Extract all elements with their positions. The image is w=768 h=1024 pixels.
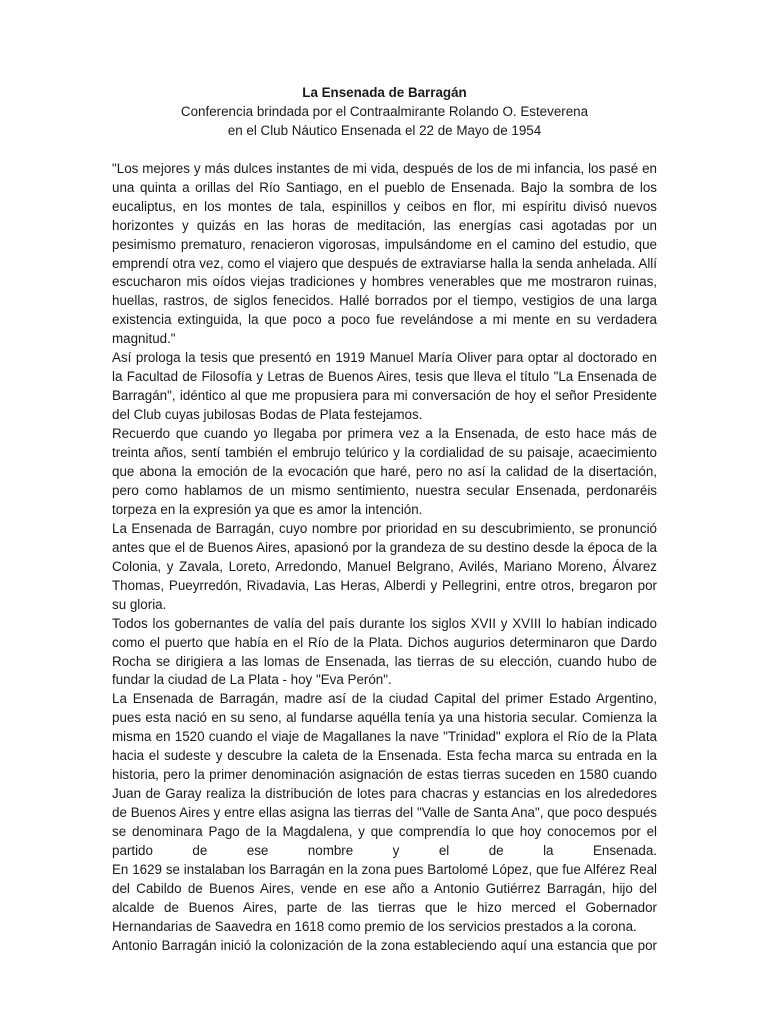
paragraph-name-origin: La Ensenada de Barragán, cuyo nombre por prioridad en su descubrimiento, se pronunció antes que el de Buenos Aires, apasionó por la grandeza de su destino desde la época de la Colonia, y Zavala, Loreto, Arredondo, Manuel Belgrano, Avilés, Mariano Moreno, Álvarez Thomas, Pueyrredón, Rivadavia, Las Heras, Alberdi y Pellegrini, entre otros, bregaron por su gloria. (112, 520, 657, 612)
paragraph-governors: Todos los gobernantes de valía del país durante los siglos XVII y XVIII lo habían indicado como el puerto que había en el Río de la Plata. Dichos augurios determinaron que Dardo Rocha se dirigiera a las lomas de Ensenada, las tierras de su elección, cuando hubo de fundar la ciudad de La Plata - hoy "Eva Perón". (112, 615, 657, 688)
paragraph-history: La Ensenada de Barragán, madre así de la ciudad Capital del primer Estado Argentino, pues esta nació en su seno, al fundarse aquélla tenía ya una historia secular. Comienza la misma en 1520 cuando el viaje de Magallanes la nave "Trinidad" explora el Río de la Plata hacia el sudeste y descubre la caleta de la Ensenada. Esta fecha marca su entrada en la historia, pero la primer denominación asignación de estas tierras suceden en 1580 cuando Juan de Garay realiza la distribución de lotes para chacras y estancias en los alrededores de Buenos Aires y entre ellas asigna las tierras del "Valle de Santa Ana", que poco después se denominara Pago de la Magdalena, y que comprendía lo que hoy conocemos por el partido de ese nombre y el de la Ensenada. (112, 691, 657, 859)
paragraph-1629: En 1629 se instalaban los Barragán en la zona pues Bartolomé López, que fue Alférez Real del Cabildo de Buenos Aires, vende en ese año a Antonio Gutiérrez Barragán, hijo del alcalde de Buenos Aires, parte de las tierras que le hizo merced el Gobernador Hernandarias de Saavedra en 1618 como premio de los servicios prestados a la corona. (112, 862, 657, 934)
document-subtitle-line-1: Conferencia brindada por el Contraalmirante Rolando O. Esteverena (180, 103, 589, 119)
document-body (112, 160, 657, 956)
paragraph-quote: "Los mejores y más dulces instantes de mi vida, después de los de mi infancia, los pasé en una quinta a orillas del Río Santiago, en el pueblo de Ensenada. Bajo la sombra de los eucaliptus, en los montes de tala, espinillos y ceibos en flor, mi espíritu divisó nuevos horizontes y quizás en las horas de meditación, las energías casi agotadas por un pesimismo prematuro, renacieron vigorosas, impulsándome en el camino del estudio, que emprendí otra vez, como el viajero que después de extraviarse halla la senda anhelada. Allí escucharon mis oídos viejas tradiciones y hombres venerables que me mostraron ruinas, huellas, rastros, de siglos fenecidos. Hallé borrados por el tiempo, vestigios de una larga existencia extinguida, la que poco a poco fue revelándose a mi mente en su verdadera magnitud." (112, 160, 657, 347)
paragraph-colonization: Antonio Barragán inició la colonización de la zona estableciendo aquí una estancia que por (112, 937, 657, 953)
document-header (112, 84, 657, 141)
document-title: La Ensenada de Barragán (302, 85, 467, 100)
document-subtitle-line-2: en el Club Náutico Ensenada el 22 de Mayo de 1954 (227, 122, 542, 138)
paragraph-thesis: Así prologa la tesis que presentó en 1919 Manuel María Oliver para optar al doctorado en la Facultad de Filosofía y Letras de Buenos Aires, tesis que lleva el título "La Ensenada de Barragán", idéntico al que me propusiera para mi conversación de hoy el señor Presidente del Club cuyas jubilosas Bodas de Plata festejamos. (112, 350, 657, 423)
document-page (112, 84, 657, 956)
paragraph-memory: Recuerdo que cuando yo llegaba por primera vez a la Ensenada, de esto hace más de treinta años, sentí también el embrujo telúrico y la cordialidad de su paisaje, acaecimiento que abona la emoción de la evocación que haré, pero no así la calidad de la disertación, pero como hablamos de un mismo sentimiento, nuestra secular Ensenada, perdonaréis torpeza en la expresión ya que es amor la intención. (112, 426, 657, 517)
